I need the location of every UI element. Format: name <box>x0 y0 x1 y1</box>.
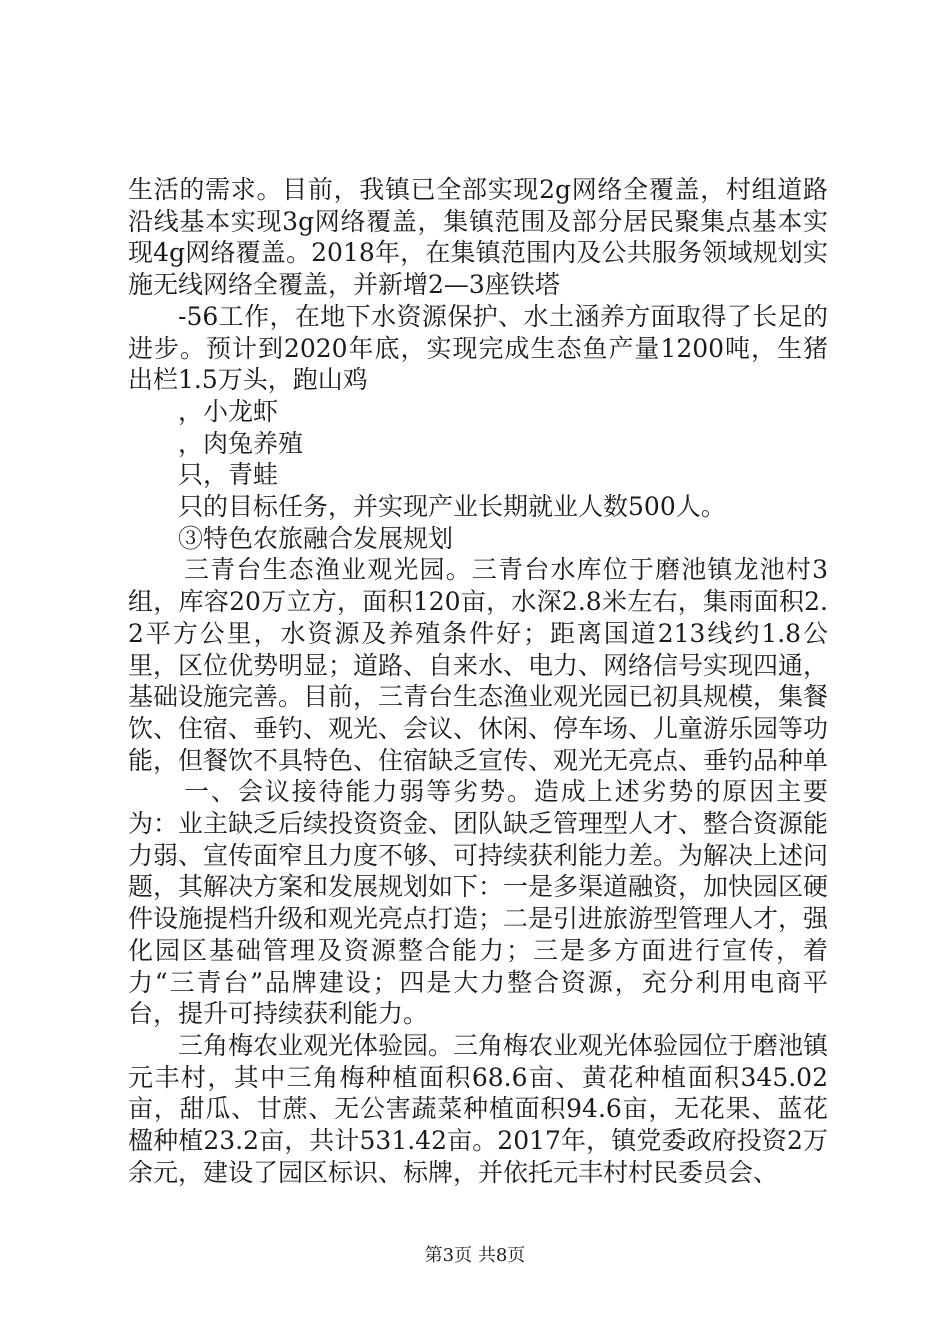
paragraph-sanqingtai-park: 三青台生态渔业观光园。三青台水库位于磨池镇龙池村3组，库容20万立方，面积120亩，水深2.8米左右，集雨面积2.2平方公里，水资源及养殖条件好；距离国道213线约1.8公里，区位优势明显；道路、自来水、电力、网络信号实现四通，基础设施完善。目前，三青台生态渔业观光园已初具规模，集餐饮、住宿、垂钓、观光、会议、休闲、停车场、儿童游乐园等功能，但餐饮不具特色、住宿缺乏宣传、观光无亮点、垂钓品种单 <box>128 555 829 775</box>
paragraph-bougainvillea-park: 三角梅农业观光体验园。三角梅农业观光体验园位于磨池镇元丰村，其中三角梅种植面积68.6亩、黄花种植面积345.02亩，甜瓜、甘蔗、无公害蔬菜种植面积94.6亩，无花果、蓝花楹种植23.2亩，共计531.42亩。2017年，镇党委政府投资2万余元，建设了园区标识、标牌，并依托元丰村村民委员会、 <box>128 1030 829 1187</box>
paragraph-employment-target: 只的目标任务，并实现产业长期就业人数500人。 <box>178 492 726 522</box>
paragraph-frog: 只，青蛙 <box>178 460 279 490</box>
paragraph-ecology-targets: -56工作，在地下水资源保护、水土涵养方面取得了长足的进步。预计到2020年底，实现完成生态鱼产量1200吨，生猪出栏1.5万头，跑山鸡 <box>128 301 828 395</box>
section-heading-agritourism: ③特色农旅融合发展规划 <box>178 523 454 553</box>
paragraph-network-coverage: 生活的需求。目前，我镇已全部实现2g网络全覆盖，村组道路沿线基本实现3g网络覆盖，集镇范围及部分居民聚集点基本实现4g网络覆盖。2018年，在集镇范围内及公共服务领域规划实施无线网络全覆盖，并新增2—3座铁塔 <box>128 175 828 300</box>
paragraph-sanqingtai-weaknesses: 一、会议接待能力弱等劣势。造成上述劣势的原因主要为：业主缺乏后续投资资金、团队缺乏管理型人才、整合资源能力弱、宣传面窄且力度不够、可持续获利能力差。为解决上述问题，其解决方案和发展规划如下：一是多渠道融资，加快园区硬件设施提档升级和观光亮点打造；二是引进旅游型管理人才，强化园区基础管理及资源整合能力；三是多方面进行宣传，着力“三青台”品牌建设；四是大力整合资源，充分利用电商平台，提升可持续获利能力。 <box>128 777 829 1029</box>
document-body <box>128 174 828 1189</box>
paragraph-rabbit: ，肉兔养殖 <box>178 428 304 458</box>
page-number-footer: 第3页 共8页 <box>424 1245 526 1266</box>
paragraph-crayfish: ，小龙虾 <box>178 396 279 426</box>
